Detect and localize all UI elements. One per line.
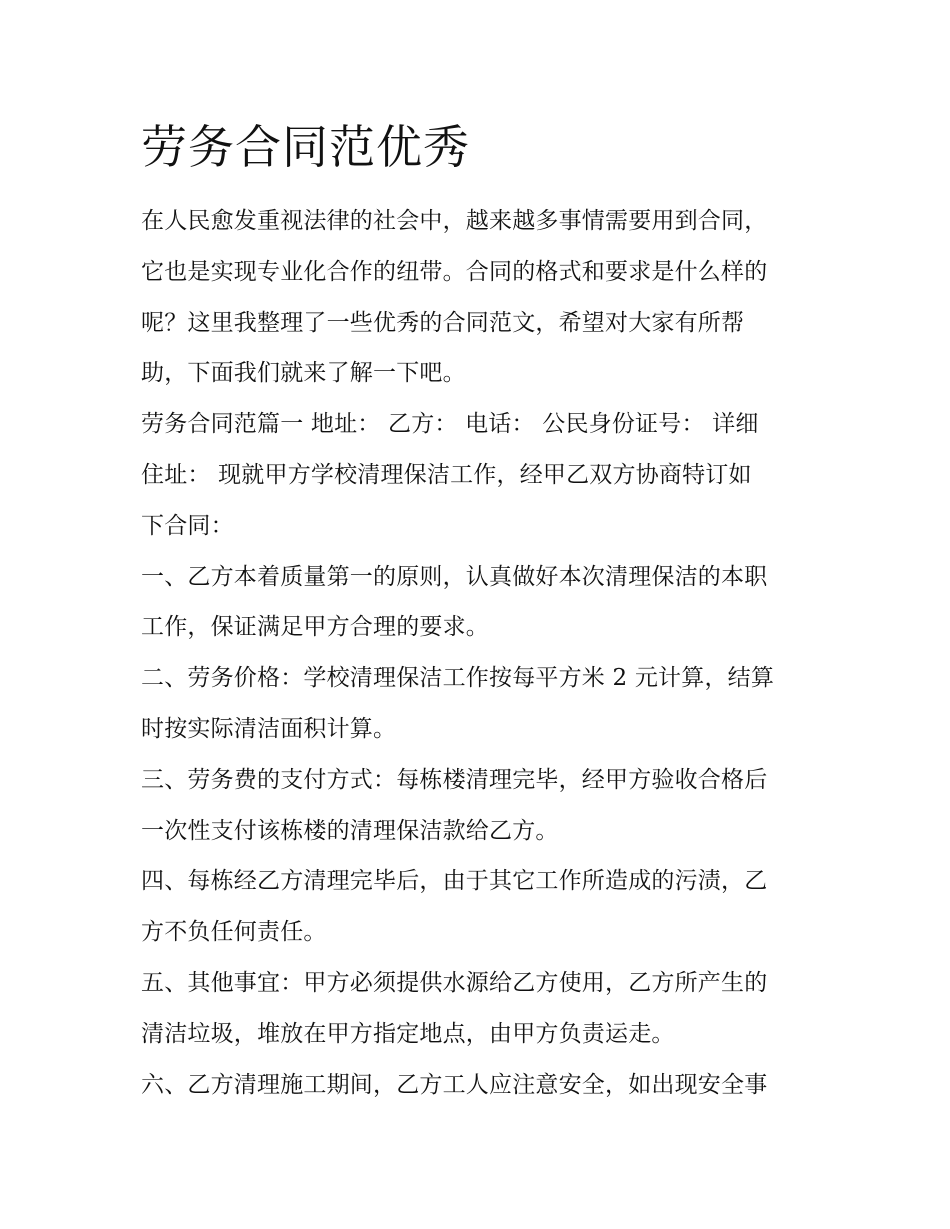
body-line: 三、劳务费的支付方式：每栋楼清理完毕，经甲方验收合格后 bbox=[141, 766, 768, 793]
body-line: 劳务合同范篇一 地址： 乙方： 电话： 公民身份证号： 详细 bbox=[141, 411, 759, 438]
body-line: 时按实际清洁面积计算。 bbox=[141, 715, 397, 742]
document-body bbox=[141, 196, 821, 1110]
body-line: 工作，保证满足甲方合理的要求。 bbox=[141, 614, 489, 641]
body-line: 它也是实现专业化合作的纽带。合同的格式和要求是什么样的 bbox=[141, 258, 768, 285]
document-title: 劳务合同范优秀 bbox=[141, 120, 470, 174]
body-line: 五、其他事宜：甲方必须提供水源给乙方使用，乙方所产生的 bbox=[141, 969, 768, 996]
body-line: 呢？这里我整理了一些优秀的合同范文，希望对大家有所帮 bbox=[141, 309, 745, 336]
body-line: 清洁垃圾，堆放在甲方指定地点，由甲方负责运走。 bbox=[141, 1020, 675, 1047]
body-line: 二、劳务价格：学校清理保洁工作按每平方米 2 元计算，结算 bbox=[141, 665, 775, 692]
body-line: 住址： 现就甲方学校清理保洁工作，经甲乙双方协商特订如 bbox=[141, 461, 752, 488]
body-line: 四、每栋经乙方清理完毕后，由于其它工作所造成的污渍，乙 bbox=[141, 868, 768, 895]
body-line: 方不负任何责任。 bbox=[141, 919, 327, 946]
body-line: 在人民愈发重视法律的社会中，越来越多事情需要用到合同， bbox=[141, 208, 768, 234]
body-line: 一、乙方本着质量第一的原则，认真做好本次清理保洁的本职 bbox=[141, 563, 768, 590]
body-line: 一次性支付该栋楼的清理保洁款给乙方。 bbox=[141, 817, 559, 844]
body-line: 助，下面我们就来了解一下吧。 bbox=[141, 360, 466, 387]
body-line: 下合同： bbox=[141, 512, 234, 539]
body-line: 六、乙方清理施工期间，乙方工人应注意安全，如出现安全事 bbox=[141, 1071, 768, 1098]
